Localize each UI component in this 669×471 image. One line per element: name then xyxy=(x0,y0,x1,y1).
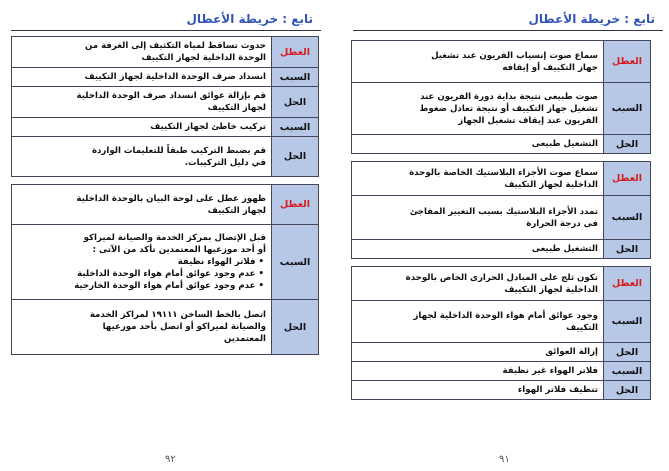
text-line: تمدد الأجزاء البلاستيك بسبب التغيير المفاجئ xyxy=(409,206,598,217)
table-row xyxy=(352,162,651,196)
table-row xyxy=(352,301,651,343)
cause-label: السبب xyxy=(604,362,651,381)
text-line: اتصل بالخط الساخن ١٩١١١ لمراكز الخدمة xyxy=(89,310,266,320)
cause-text xyxy=(352,362,604,381)
cause-text xyxy=(12,225,272,300)
solution-label: الحل xyxy=(272,300,319,355)
troubleshooting-tables xyxy=(351,40,651,407)
text-line: جهاز التكييف أو إيقافه xyxy=(502,62,598,73)
text-line: تشغيل جهاز التكييف أو نتيجة تعادل ضغوط xyxy=(419,103,598,114)
solution-label: الحل xyxy=(272,87,319,118)
cause-label: السبب xyxy=(604,301,651,343)
fault-text xyxy=(12,185,272,225)
text-line: قم بإزالة عوائق انسداد صرف الوحدة الداخلية xyxy=(76,91,266,101)
title-divider xyxy=(11,30,321,31)
page-right xyxy=(347,0,663,471)
solution-text xyxy=(352,240,604,259)
text-line: لجهاز التكييف xyxy=(207,103,266,113)
text-line: حدوث تساقط لمياه التكثيف إلى الغرفة من xyxy=(85,41,266,51)
table-row xyxy=(352,343,651,362)
troubleshooting-tables xyxy=(11,36,319,362)
solution-text xyxy=(352,135,604,154)
fault-text xyxy=(352,267,604,301)
table-row xyxy=(352,196,651,240)
text-line: تركيب خاطئ لجهاز التكييف xyxy=(150,122,266,132)
table-row xyxy=(352,41,651,83)
table-row xyxy=(12,300,319,355)
page-title: تابع : خريطة الأعطال xyxy=(528,12,655,26)
text-line: صوت طبيعى نتيجة بداية دورة الفريون عند xyxy=(420,91,598,102)
fault-text xyxy=(12,37,272,68)
solution-label: الحل xyxy=(272,137,319,177)
table-row xyxy=(12,68,319,87)
table-row xyxy=(12,225,319,300)
solution-text xyxy=(12,300,272,355)
fault-label: العطل xyxy=(272,185,319,225)
text-line: أو أحد موزعيها المعتمدين تأكد من الآتى : xyxy=(92,245,266,255)
solution-text xyxy=(12,87,272,118)
table-row xyxy=(352,267,651,301)
text-line: في دليل التركيبات. xyxy=(184,157,266,168)
text-line: الفريون عند إيقاف تشغيل الجهاز xyxy=(458,115,598,126)
text-line: قبل الإتصال بمركز الخدمة والصيانة لميراكو xyxy=(83,233,266,243)
table-row xyxy=(12,87,319,118)
text-line: وجود عوائق أمام هواء الوحدة الداخلية لجهاز xyxy=(413,310,598,321)
cause-text xyxy=(352,83,604,135)
checklist-item: • عدم وجود عوائق أمام هواء الوحدة الداخلية xyxy=(77,269,264,279)
checklist-item: • فلاتر الهواء نظيفة xyxy=(177,257,264,267)
text-line: لجهاز التكييف xyxy=(207,205,266,216)
text-line: فى درجة الحرارة xyxy=(526,218,598,229)
page-number: ٩١ xyxy=(499,454,510,465)
table-row xyxy=(352,135,651,154)
title-divider xyxy=(353,30,663,31)
cause-label: السبب xyxy=(272,68,319,87)
solution-text xyxy=(352,343,604,362)
fault-label: العطل xyxy=(272,37,319,68)
text-line: إزالة العوائق xyxy=(545,347,598,357)
solution-text xyxy=(352,381,604,400)
text-line: تكون ثلج على المبادل الحرارى الخاص بالوحدة xyxy=(405,272,598,283)
table-row xyxy=(352,83,651,135)
text-line: قم بضبط التركيب طبقاً للتعليمات الواردة xyxy=(91,145,266,156)
cause-text xyxy=(12,68,272,87)
table-row xyxy=(12,37,319,68)
text-line: سماع صوت إنسياب الفريون عند تشغيل xyxy=(431,50,598,61)
solution-label: الحل xyxy=(604,240,651,259)
fault-text xyxy=(352,41,604,83)
text-line: التكييف xyxy=(566,322,598,333)
text-line: التشغيل طبيعى xyxy=(531,139,598,149)
text-line: المعتمدين xyxy=(224,334,266,344)
solution-label: الحل xyxy=(604,343,651,362)
fault-table xyxy=(351,40,651,154)
fault-table xyxy=(351,266,651,400)
cause-label: السبب xyxy=(604,83,651,135)
text-line: الوحدة الداخلية لجهاز التكييف xyxy=(141,53,266,63)
cause-text xyxy=(12,118,272,137)
fault-label: العطل xyxy=(604,41,651,83)
cause-text xyxy=(352,196,604,240)
page-title: تابع : خريطة الأعطال xyxy=(186,12,313,26)
solution-text xyxy=(12,137,272,177)
fault-table xyxy=(11,36,319,177)
text-line: تنظيف فلاتر الهواء xyxy=(517,385,598,395)
solution-label: الحل xyxy=(604,135,651,154)
cause-text xyxy=(352,301,604,343)
cause-label: السبب xyxy=(272,225,319,300)
table-row xyxy=(352,240,651,259)
fault-table xyxy=(11,184,319,355)
table-row xyxy=(12,137,319,177)
checklist-item: • عدم وجود عوائق أمام هواء الوحدة الخارجية xyxy=(74,281,264,291)
table-row xyxy=(12,118,319,137)
text-line: سماع صوت الأجزاء البلاستيك الخاصة بالوحدة xyxy=(409,167,598,178)
text-line: ظهور عطل على لوحة البيان بالوحدة الداخلية xyxy=(76,193,266,204)
page-number: ٩٢ xyxy=(165,454,176,465)
table-row xyxy=(352,362,651,381)
solution-label: الحل xyxy=(604,381,651,400)
fault-table xyxy=(351,161,651,259)
text-line: الداخلية لجهاز التكييف xyxy=(504,284,598,295)
cause-label: السبب xyxy=(272,118,319,137)
fault-label: العطل xyxy=(604,162,651,196)
text-line: انسداد صرف الوحدة الداخلية لجهاز التكييف xyxy=(84,72,266,82)
text-line: التشغيل طبيعى xyxy=(531,244,598,254)
page-left xyxy=(5,0,321,471)
fault-text xyxy=(352,162,604,196)
table-row xyxy=(12,185,319,225)
text-line: والصيانة لميراكو أو اتصل بأحد موزعيها xyxy=(102,322,266,332)
text-line: فلاتر الهواء غير نظيفة xyxy=(502,366,598,376)
text-line: الداخلية لجهاز التكييف xyxy=(504,179,598,190)
cause-label: السبب xyxy=(604,196,651,240)
fault-label: العطل xyxy=(604,267,651,301)
table-row xyxy=(352,381,651,400)
